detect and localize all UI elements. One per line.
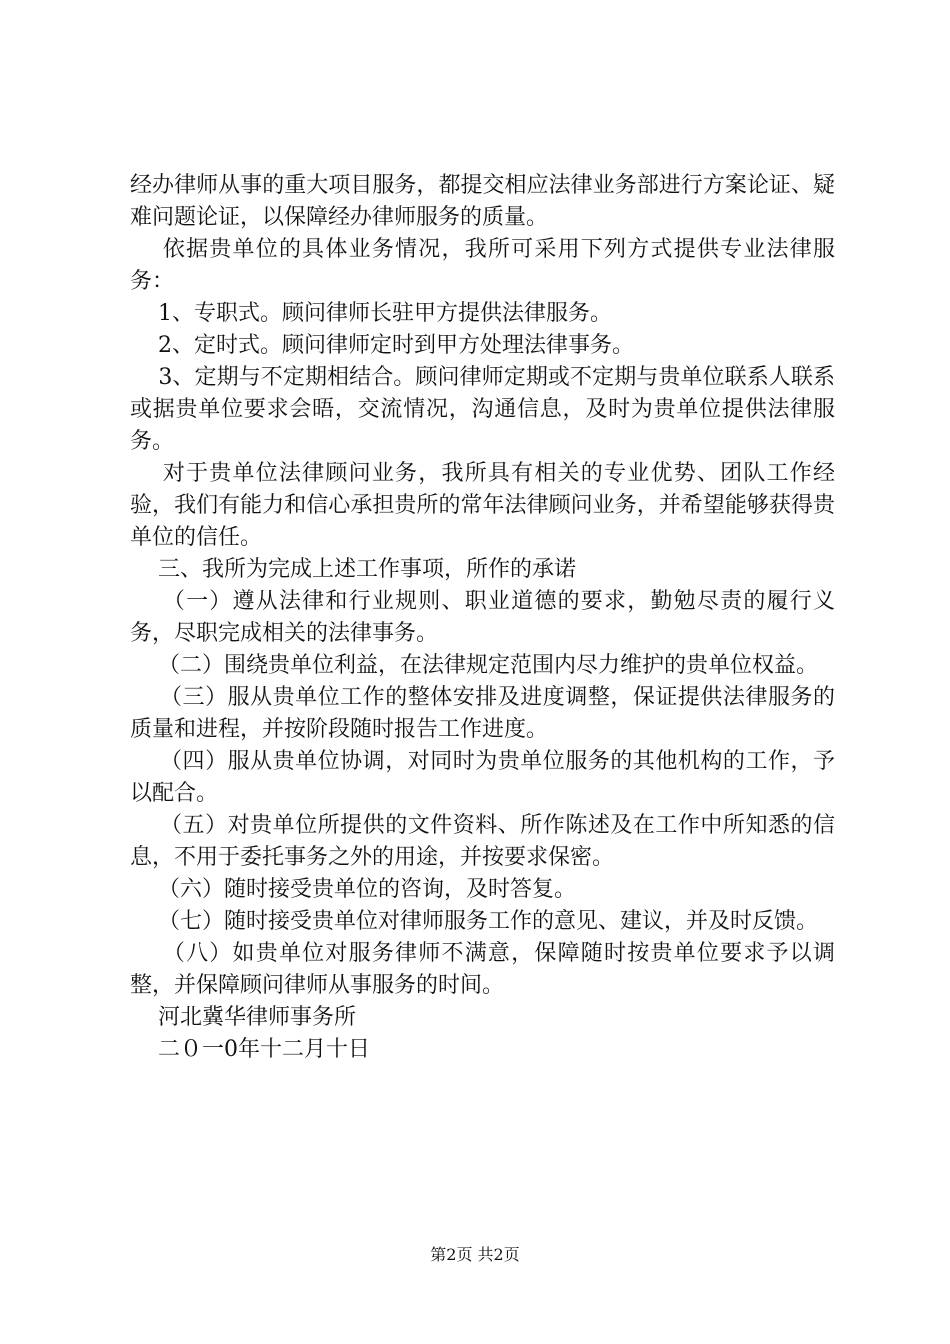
paragraph-service-methods-intro: 依据贵单位的具体业务情况，我所可采用下列方式提供专业法律服务：: [130, 237, 835, 294]
paragraph-method-2: 2、定时式。顾问律师定时到甲方处理法律事务。: [130, 333, 634, 358]
commitment-item-8: （八）如贵单位对服务律师不满意，保障随时按贵单位要求予以调整，并保障顾问律师从事服务的时间。: [130, 941, 835, 998]
commitment-item-4: （四）服从贵单位协调，对同时为贵单位服务的其他机构的工作，予以配合。: [130, 749, 835, 806]
paragraph-capability: 对于贵单位法律顾问业务，我所具有相关的专业优势、团队工作经验，我们有能力和信心承担贵所的常年法律顾问业务，并希望能够获得贵单位的信任。: [130, 461, 835, 550]
paragraph-method-3: 3、定期与不定期相结合。顾问律师定期或不定期与贵单位联系人联系或据贵单位要求会晤，交流情况，沟通信息，及时为贵单位提供法律服务。: [130, 365, 835, 454]
document-body: [130, 170, 835, 1066]
paragraph-method-1: 1、专职式。顾问律师长驻甲方提供法律服务。: [130, 301, 612, 326]
section-heading-commitments: 三、我所为完成上述工作事项，所作的承诺: [130, 557, 576, 582]
signature-firm-name: 河北冀华律师事务所: [130, 1005, 356, 1030]
commitment-item-1: （一）遵从法律和行业规则、职业道德的要求，勤勉尽责的履行义务，尽职完成相关的法律事务。: [130, 589, 835, 646]
paragraph-continuation: 经办律师从事的重大项目服务，都提交相应法律业务部进行方案论证、疑难问题论证，以保障经办律师服务的质量。: [130, 173, 835, 230]
page-number: 第2页 共2页: [430, 1245, 520, 1264]
commitment-item-5: （五）对贵单位所提供的文件资料、所作陈述及在工作中所知悉的信息，不用于委托事务之外的用途，并按要求保密。: [130, 813, 835, 870]
commitment-item-3: （三）服从贵单位工作的整体安排及进度调整，保证提供法律服务的质量和进程，并按阶段随时报告工作进度。: [130, 685, 835, 742]
commitment-item-2: （二）围绕贵单位利益，在法律规定范围内尽力维护的贵单位权益。: [130, 653, 818, 678]
commitment-item-6: （六）随时接受贵单位的咨询，及时答复。: [130, 877, 576, 902]
signature-date: 二０一0年十二月十日: [130, 1037, 370, 1062]
commitment-item-7: （七）随时接受贵单位对律师服务工作的意见、建议，并及时反馈。: [130, 909, 818, 934]
page-footer: [0, 1242, 950, 1265]
